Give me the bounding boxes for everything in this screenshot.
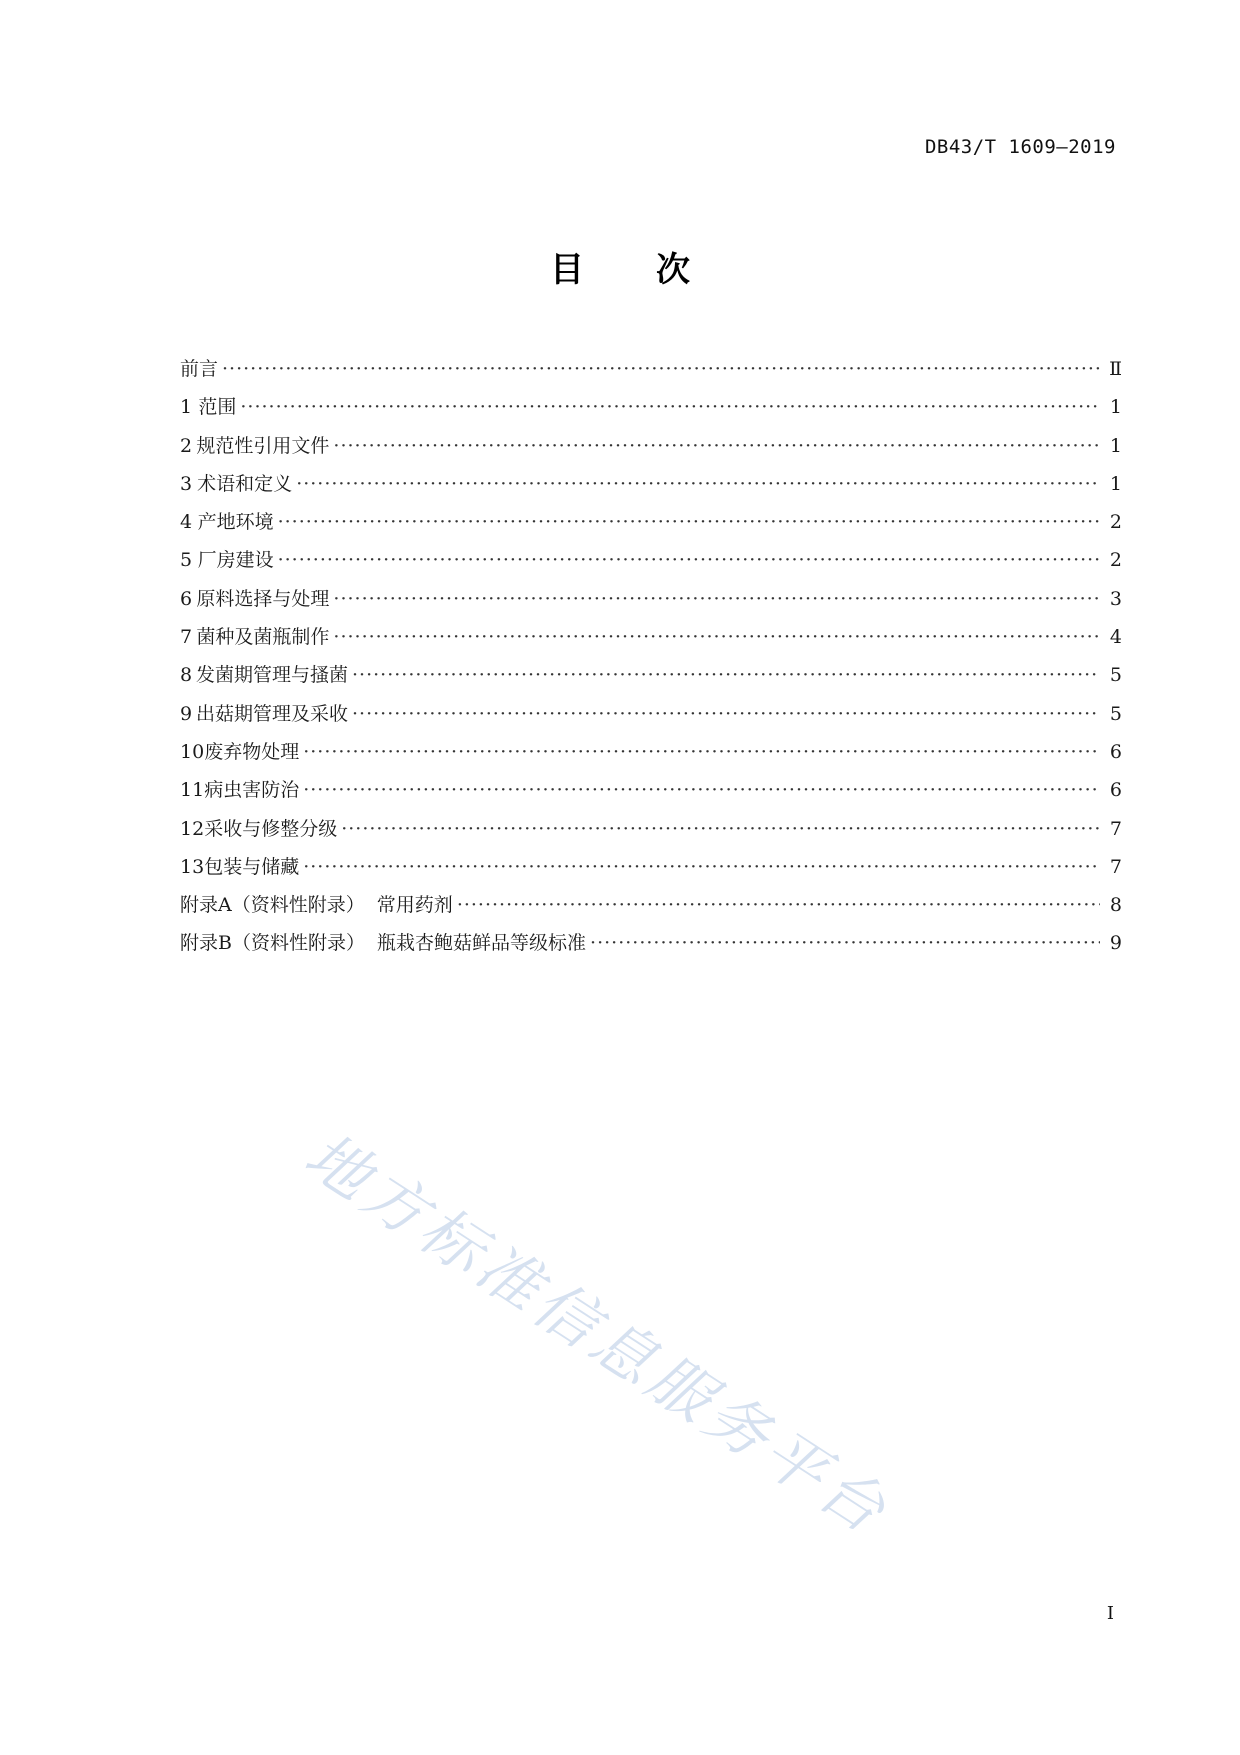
toc-entry-page: 2 [1109,549,1122,572]
toc-entry-6[interactable] [180,580,1122,618]
toc-entry-number: 3 [180,472,193,495]
toc-entry-label: 病虫害防治 [204,779,300,802]
toc-entry-number: 5 [180,549,193,572]
toc-entry-page: 5 [1109,664,1122,687]
toc-entry-13[interactable] [180,848,1122,886]
toc-entry-label: 菌种及菌瓶制作 [196,626,330,649]
toc-entry-12[interactable] [180,810,1122,848]
toc-entry-page: 1 [1109,434,1122,457]
toc-leader-dots [303,733,1100,771]
toc-leader-dots [278,541,1100,579]
toc-entry-preface[interactable] [180,350,1122,388]
toc-leader-dots [222,350,1100,388]
toc-entry-page: 6 [1109,740,1122,763]
toc-leader-dots [303,771,1100,809]
toc-entry-label: 出菇期管理及采收 [195,702,348,725]
toc-entry-10[interactable] [180,733,1122,771]
toc-entry-label: 范围 [198,396,237,419]
toc-entry-page: 5 [1109,702,1122,725]
toc-entry-number: 11 [180,779,205,802]
toc-entry-label: 原料选择与处理 [196,587,330,610]
toc-entry-8[interactable] [180,656,1122,694]
toc-leader-dots [303,848,1100,886]
toc-entry-number: 8 [180,664,193,687]
toc-entry-page: 7 [1109,817,1122,840]
toc-entry-page: Ⅱ [1109,358,1122,380]
toc-entry-appendix-b[interactable] [180,924,1122,962]
toc-leader-dots [352,656,1100,694]
toc-entry-number: 12 [180,817,205,840]
page-title: 目次 [550,250,762,290]
toc-entry-page: 7 [1109,855,1122,878]
toc-leader-dots [333,580,1100,618]
toc-entry-page: 4 [1109,626,1122,649]
toc-entry-11[interactable] [180,771,1122,809]
toc-entry-page: 1 [1109,472,1122,495]
document-code: DB43/T 1609—2019 [924,136,1116,158]
toc-leader-dots [457,886,1100,924]
toc-entry-page: 9 [1109,932,1122,955]
toc-entry-number: 2 [180,434,193,457]
toc-entry-label: 附录B（资料性附录） 瓶栽杏鲍菇鲜品等级标准 [180,932,587,955]
toc-entry-label: 包装与储藏 [204,855,300,878]
toc-entry-appendix-a[interactable] [180,886,1122,924]
toc-leader-dots [590,924,1100,962]
toc-entry-5[interactable] [180,541,1122,579]
toc-entry-label: 采收与修整分级 [204,817,338,840]
toc-entry-label: 废弃物处理 [204,740,300,763]
toc-entry-page: 2 [1109,511,1122,534]
table-of-contents [180,350,1122,963]
toc-entry-number: 4 [180,511,193,534]
toc-entry-9[interactable] [180,695,1122,733]
toc-entry-label: 前言 [180,358,219,380]
toc-entry-3[interactable] [180,465,1122,503]
toc-entry-page: 1 [1109,396,1122,419]
toc-entry-page: 6 [1109,779,1122,802]
toc-entry-2[interactable] [180,427,1122,465]
toc-entry-number: 1 [180,396,193,419]
toc-leader-dots [296,465,1100,503]
toc-leader-dots [240,388,1100,426]
toc-entry-4[interactable] [180,503,1122,541]
toc-entry-page: 8 [1109,894,1122,917]
toc-leader-dots [333,427,1100,465]
toc-leader-dots [333,618,1100,656]
toc-entry-label: 术语和定义 [197,472,293,495]
toc-entry-label: 产地环境 [197,511,274,534]
toc-entry-label: 发菌期管理与搔菌 [195,664,348,687]
toc-entry-number: 13 [180,855,205,878]
toc-entry-page: 3 [1109,587,1122,610]
watermark: 地方标准信息服务平台 [292,1118,903,1550]
toc-leader-dots [341,810,1100,848]
toc-entry-number: 6 [180,587,193,610]
toc-entry-number: 10 [180,740,205,763]
toc-leader-dots [278,503,1100,541]
toc-entry-1[interactable] [180,388,1122,426]
toc-entry-7[interactable] [180,618,1122,656]
toc-entry-label: 规范性引用文件 [196,434,330,457]
toc-entry-label: 厂房建设 [197,549,274,572]
toc-leader-dots [352,695,1100,733]
toc-entry-number: 9 [180,702,193,725]
page-number: I [1106,1603,1114,1624]
toc-entry-number: 7 [180,626,193,649]
toc-entry-label: 附录A（资料性附录） 常用药剂 [180,894,453,917]
